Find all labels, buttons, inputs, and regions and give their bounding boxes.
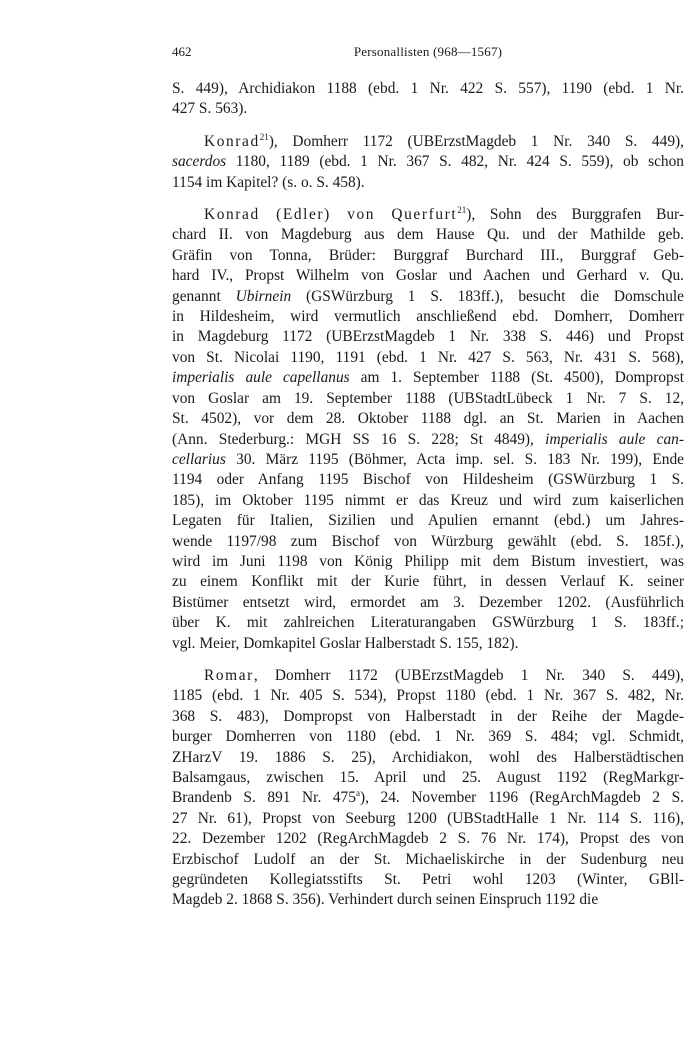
text-line: 368 S. 483), Dompropst von Halberstadt in der Reihe der Magde- bbox=[172, 707, 684, 725]
text-line: zu einem Konflikt mit der Kurie führt, in dessen Verlauf K. seiner bbox=[172, 573, 684, 591]
body-text bbox=[172, 79, 684, 923]
text-line: von St. Nicolai 1190, 1191 (ebd. 1 Nr. 427 S. 563, Nr. 431 S. 568), bbox=[172, 348, 684, 366]
text-line: chard II. von Magdeburg aus dem Hause Qu. und der Mathilde geb. bbox=[172, 226, 684, 244]
page-header bbox=[172, 44, 684, 62]
paragraph bbox=[172, 132, 684, 193]
text-line: imperialis aule capellanus am 1. September 1188 (St. 4500), Dompropst bbox=[172, 369, 684, 387]
paragraph bbox=[172, 79, 684, 120]
text-line: Konrad$^{21}$), Domherr 1172 (UBErzstMagdeb 1 Nr. 340 S. 449), bbox=[204, 131, 684, 150]
text-line: (Ann. Stederburg.: MGH SS 16 S. 228; St 4849), imperialis aule can- bbox=[172, 430, 684, 448]
text-line: Romar, Domherr 1172 (UBErzstMagdeb 1 Nr. 340 S. 449), bbox=[204, 666, 684, 684]
text-line: Erzbischof Ludolf an der St. Michaeliskirche in der Sudenburg neu bbox=[172, 850, 684, 868]
text-line: 1154 im Kapitel? (s. o. S. 458). bbox=[172, 173, 365, 191]
text-line: in Magdeburg 1172 (UBErzstMagdeb 1 Nr. 338 S. 446) und Propst bbox=[172, 328, 684, 346]
text-line: hard IV., Propst Wilhelm von Goslar und Aachen und Gerhard v. Qu. bbox=[172, 267, 684, 285]
text-line: 1185 (ebd. 1 Nr. 405 S. 534), Propst 1180 (ebd. 1 Nr. 367 S. 482, Nr. bbox=[172, 687, 684, 705]
paragraph bbox=[172, 205, 684, 654]
running-head: Personallisten (968—1567) bbox=[353, 44, 503, 59]
text-line: wende 1197/98 zum Bischof von Würzburg gewählt (ebd. S. 185f.), bbox=[172, 532, 684, 550]
text-line: ZHarzV 19. 1886 S. 25), Archidiakon, wohl des Halberstädtischen bbox=[172, 748, 684, 766]
text-line: 427 S. 563). bbox=[172, 100, 248, 118]
text-line: Bistümer entsetzt wird, ermordet am 3. Dezember 1202. (Ausführlich bbox=[172, 593, 684, 611]
text-line: Legaten für Italien, Sizilien und Apulien ernannt (ebd.) um Jahres- bbox=[172, 512, 684, 530]
text-line: genannt Ubirnein (GSWürzburg 1 S. 183ff.), besucht die Domschule bbox=[172, 287, 684, 305]
text-line: Brandenb S. 891 Nr. 475$^a$), 24. November 1196 (RegArchMagdeb 2 S. bbox=[172, 788, 684, 807]
text-line: gegründeten Kollegiatsstifts St. Petri wohl 1203 (Winter, GBll- bbox=[172, 871, 684, 889]
page-number: 462 bbox=[172, 44, 192, 59]
text-line: 185), im Oktober 1195 nimmt er das Kreuz und wird zum kaiserlichen bbox=[172, 491, 684, 509]
text-line: Balsamgaus, zwischen 15. April und 25. August 1192 (RegMarkgr- bbox=[172, 769, 684, 786]
text-line: sacerdos 1180, 1189 (ebd. 1 Nr. 367 S. 482, Nr. 424 S. 559), ob schon bbox=[172, 153, 684, 171]
text-line: Gräfin von Tonna, Brüder: Burggraf Burchard III., Burggraf Geb- bbox=[172, 246, 684, 264]
text-line: Konrad (Edler) von Querfurt$^{21}$), Sohn des Burggrafen Bur- bbox=[204, 205, 684, 224]
text-line: über K. mit zahlreichen Literaturangaben GSWürzburg 1 S. 183ff.; bbox=[172, 614, 684, 632]
text-line: vgl. Meier, Domkapitel Goslar Halberstadt S. 155, 182). bbox=[172, 634, 519, 652]
text-line: S. 449), Archidiakon 1188 (ebd. 1 Nr. 422 S. 557), 1190 (ebd. 1 Nr. bbox=[172, 80, 684, 97]
paragraph bbox=[172, 666, 684, 911]
text-line: 27 Nr. 61), Propst von Seeburg 1200 (UBStadtHalle 1 Nr. 114 S. 116), bbox=[172, 809, 684, 827]
text-line: 1194 oder Anfang 1195 Bischof von Hildesheim (GSWürzburg 1 S. bbox=[172, 471, 684, 489]
text-line: wird im Juni 1198 von König Philipp mit dem Bistum investiert, was bbox=[172, 552, 684, 570]
text-line: St. 4502), vor dem 28. Oktober 1188 dgl. an St. Marien in Aachen bbox=[172, 410, 684, 428]
text-line: 22. Dezember 1202 (RegArchMagdeb 2 S. 76 Nr. 174), Propst des von bbox=[172, 830, 684, 848]
text-line: in Hildesheim, wird vermutlich anschließend ebd. Domherr, Domherr bbox=[172, 308, 684, 326]
text-line: von Goslar am 19. September 1188 (UBStadtLübeck 1 Nr. 7 S. 12, bbox=[172, 389, 684, 407]
text-line: Magdeb 2. 1868 S. 356). Verhindert durch seinen Einspruch 1192 die bbox=[172, 891, 599, 909]
text-line: cellarius 30. März 1195 (Böhmer, Acta imp. sel. S. 183 Nr. 199), Ende bbox=[172, 450, 684, 468]
text-line: burger Domherren von 1180 (ebd. 1 Nr. 369 S. 484; vgl. Schmidt, bbox=[172, 728, 684, 746]
